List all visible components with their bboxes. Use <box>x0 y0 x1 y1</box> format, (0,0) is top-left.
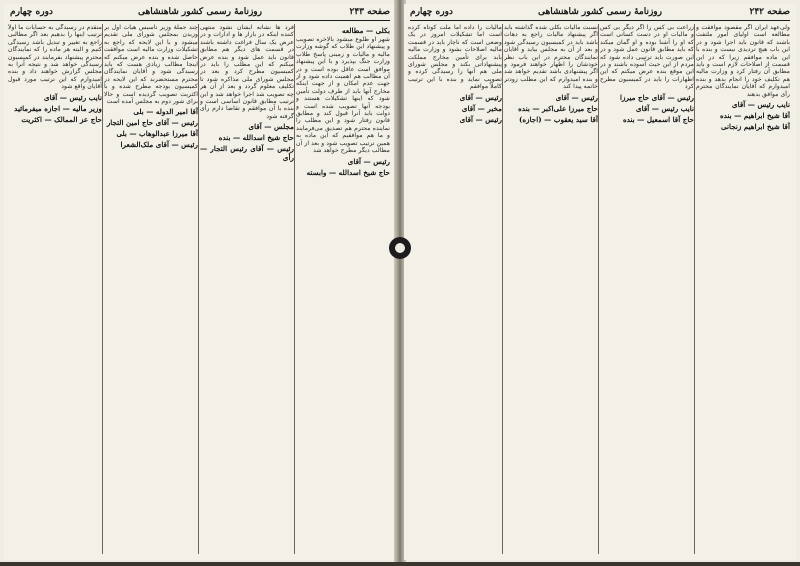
left-page-number: صفحه ۲۴۳ <box>349 7 390 17</box>
right-column-3 <box>504 24 598 554</box>
binding-seal-mark <box>389 237 411 259</box>
speaker-heading: آقا امیر الدوله — بلی <box>133 107 198 117</box>
speaker-heading: بکلی‌ — مطالعه <box>342 26 390 35</box>
left-page <box>4 4 396 560</box>
speaker-heading: حاج عز الممالک — اکثریت <box>21 114 102 124</box>
right-page-number: صفحه ۲۴۲ <box>749 7 790 17</box>
column-rule <box>294 24 295 554</box>
left-column-3 <box>104 24 198 554</box>
speaker-heading: آقا شیخ ابراهیم — بنده <box>719 111 790 121</box>
left-column-4 <box>8 24 102 554</box>
column-text: زراعت بی کس را اگر دیگر بی کس و مالیات او در دست کسانی است که او را آشنا بوده و او گمان میکند که باید مطابق قانون عمل شود و در این صورت باید ترتیبی داده شود که مردم از این حیث آسوده باشند و در این موقع بنده عرض میکنم که این اظهارات را باید در کمیسیون مطرح کرد <box>600 24 694 91</box>
column-rule <box>598 24 599 554</box>
speaker-heading: رئیس — آقای <box>347 156 390 166</box>
right-column-1 <box>696 24 790 554</box>
speaker-heading: رئیس — آقای حاج امین التجار <box>106 118 198 128</box>
speaker-heading: مجلس — آقای <box>248 122 294 132</box>
column-text: نسبت مالیات بکلی شده گذاشته باید اگر پیشنهاد مالیات راجع به دهات باشد باید در کمیسیون رسیدگی شود و بعد از آن به مجلس بیاید و آقایان نمایندگان محترم در این باب نظر خودشان را اظهار خواهند فرمود و اگر پیشنهادی باشد تقدیم خواهد شد و بنده امیدوارم که این مطلب زودتر خاتمه پیدا کند <box>504 24 598 91</box>
speaker-heading: رئیس — آقای رئیس التجار — رأی <box>200 144 294 163</box>
right-issue-label: دوره چهارم <box>410 7 453 17</box>
speaker-heading: آقا شیخ ابراهیم زنجانی <box>721 122 790 132</box>
column-text: فرد ها نشانه ایشان نشود منتهی کننده اینکه در بازار ها و ادارات و در عرض یک سال فراغت داشته باشند در قسمت های دیگر هم مطابق قانون باید عمل شود و بنده عرض میکنم که این مطلب را باید در کمیسیون مطرح کرد و بعد در مجلس شورای ملی مذاکره شود تا تکلیف معلوم گردد و بعد از آن هر چه تصویب شد اجرا خواهد شد و این ترتیب مطابق قانون اساسی است و بنده با آن موافقم و تقاضا دارم رأی گرفته شود <box>200 24 294 120</box>
column-text: متقدم در رسیدگی به حسابات ما اولاً ترتیب اینها را بدهیم بعد اگر مطالبی راجع به تغییر و تبدیل باشد رسیدگی کنیم و البته هر ماده را که نمایندگان محترم پیشنهاد بفرمایند در کمیسیون رسیدگی خواهد شد و نتیجه آنرا به مجلس گزارش خواهند داد و بنده امیدوارم که این ترتیب مورد قبول آقایان واقع شود <box>8 24 102 91</box>
left-newspaper-title: روزنامهٔ رسمی کشور شاهنشاهی <box>138 7 262 17</box>
speaker-heading: مخبر — آقای <box>461 103 502 113</box>
column-rule <box>694 24 695 554</box>
right-column-4 <box>408 24 502 554</box>
column-text: مالیات را داده اما ملت کوتاه کرده است اما تشکیلات امروز در یک وضعی است که ناچار باید در قسمت مالیه اصلاحات بشود و وزارت مالیه باید برای تأمین مخارج مملکت پیشنهاداتی بکند و مجلس شورای ملی هم آنها را رسیدگی کرده و تصویب نماید و بنده با این ترتیب کاملاً موافقم <box>408 24 502 91</box>
column-text: ولی‌عهد ایران اگر مقصود موافقت و مطالعه است اولیای امور ملتفت باشند که قانون باید اجرا شود و در این باب هیچ تردیدی نیست و بنده با این ماده موافقم زیرا که در این قسمت از اصلاحات لازم است و باید مطابق آن رفتار کرد و وزارت مالیه هم تکلیف خود را انجام بدهد و بنده امیدوارم که آقایان نمایندگان محترم رأی موافق بدهند <box>696 24 790 98</box>
speaker-heading: آقا سید یعقوب — (اجازه) <box>518 114 598 124</box>
speaker-heading: حاج آقا اسمعیل — بنده <box>622 114 694 124</box>
right-page <box>404 4 796 560</box>
speaker-heading: وزیر مالیه — اجازه میفرمائید <box>14 103 102 113</box>
right-columns <box>410 24 790 554</box>
column-rule <box>198 24 199 554</box>
right-newspaper-title: روزنامهٔ رسمی کشور شاهنشاهی <box>538 7 662 17</box>
speaker-heading: نایب رئیس — آقای <box>732 100 790 110</box>
column-text: چند جملهٔ وزیر تأسیس هیأت اول بر وزیدن بمجلس شورای ملی تقدیم میشود و با این لایحه که راجع به تشکیلات وزارت مالیه است موافقت حاصل شده و بنده عرض میکنم که اینجا مطالب زیادی هست که باید رسیدگی شود و آقایان نمایندگان محترم مستحضرند که این لایحه در کمیسیون بودجه مطرح شده و با اکثریت تصویب گردیده است و حالا برای شور دوم به مجلس آمده است <box>104 24 198 106</box>
speaker-heading: رئیس — آقای <box>555 92 598 102</box>
column-rule <box>502 24 503 554</box>
right-page-header <box>410 6 790 21</box>
left-column-1 <box>296 24 390 554</box>
speaker-heading: آقا میرزا عبدالوهاب — بلی <box>116 129 198 139</box>
column-rule <box>102 24 103 554</box>
speaker-heading: رئیس — آقای <box>459 114 502 124</box>
speaker-heading: نایب رئیس — آقای <box>636 103 694 113</box>
speaker-heading: حاج میرزا علی‌اکبر — بنده <box>518 103 598 113</box>
speaker-heading: حاج شیخ اسدالله — وابسته <box>306 167 390 177</box>
left-column-2 <box>200 24 294 554</box>
speaker-heading: نایب رئیس — آقای <box>44 92 102 102</box>
speaker-heading: رئیس — آقای <box>459 92 502 102</box>
left-columns <box>10 24 390 554</box>
column-text: شهر او طلوع میشود بالاخره تصویب و پیشنهاد این طلاب که گوشه وزارت مالیه و مالیات و زمینی پاسخ طلاب وزارت جنگ بپذیرد و با این پیشنهاد موافق است عاقل بوده است و در آن مطالب هم اهمیت داده شود و از جهت عدم امکان و از جهت اینکه مخارج آنها باید از طرف دولت تأمین شود که اینها تشکیلات هستند و بودجه آنها تصویب شده است و دولت باید آنرا قبول کند و مطابق قانون رفتار شود و این مطلب را نماینده محترم هم تصدیق می‌فرمایند و ما هم موافقیم که این ماده به همین ترتیب تصویب شود و بعد از آن مطالب دیگر مطرح خواهد شد <box>296 36 390 155</box>
left-page-header <box>10 6 390 21</box>
right-column-2 <box>600 24 694 554</box>
speaker-heading: رئیس — آقای ملک‌الشعرا <box>120 140 198 150</box>
scan-edge <box>0 562 800 566</box>
speaker-heading: رئیس — آقای حاج میرزا <box>620 92 694 102</box>
left-issue-label: دوره چهارم <box>10 7 53 17</box>
speaker-heading: حاج شیخ اسدالله — بنده <box>218 133 294 143</box>
